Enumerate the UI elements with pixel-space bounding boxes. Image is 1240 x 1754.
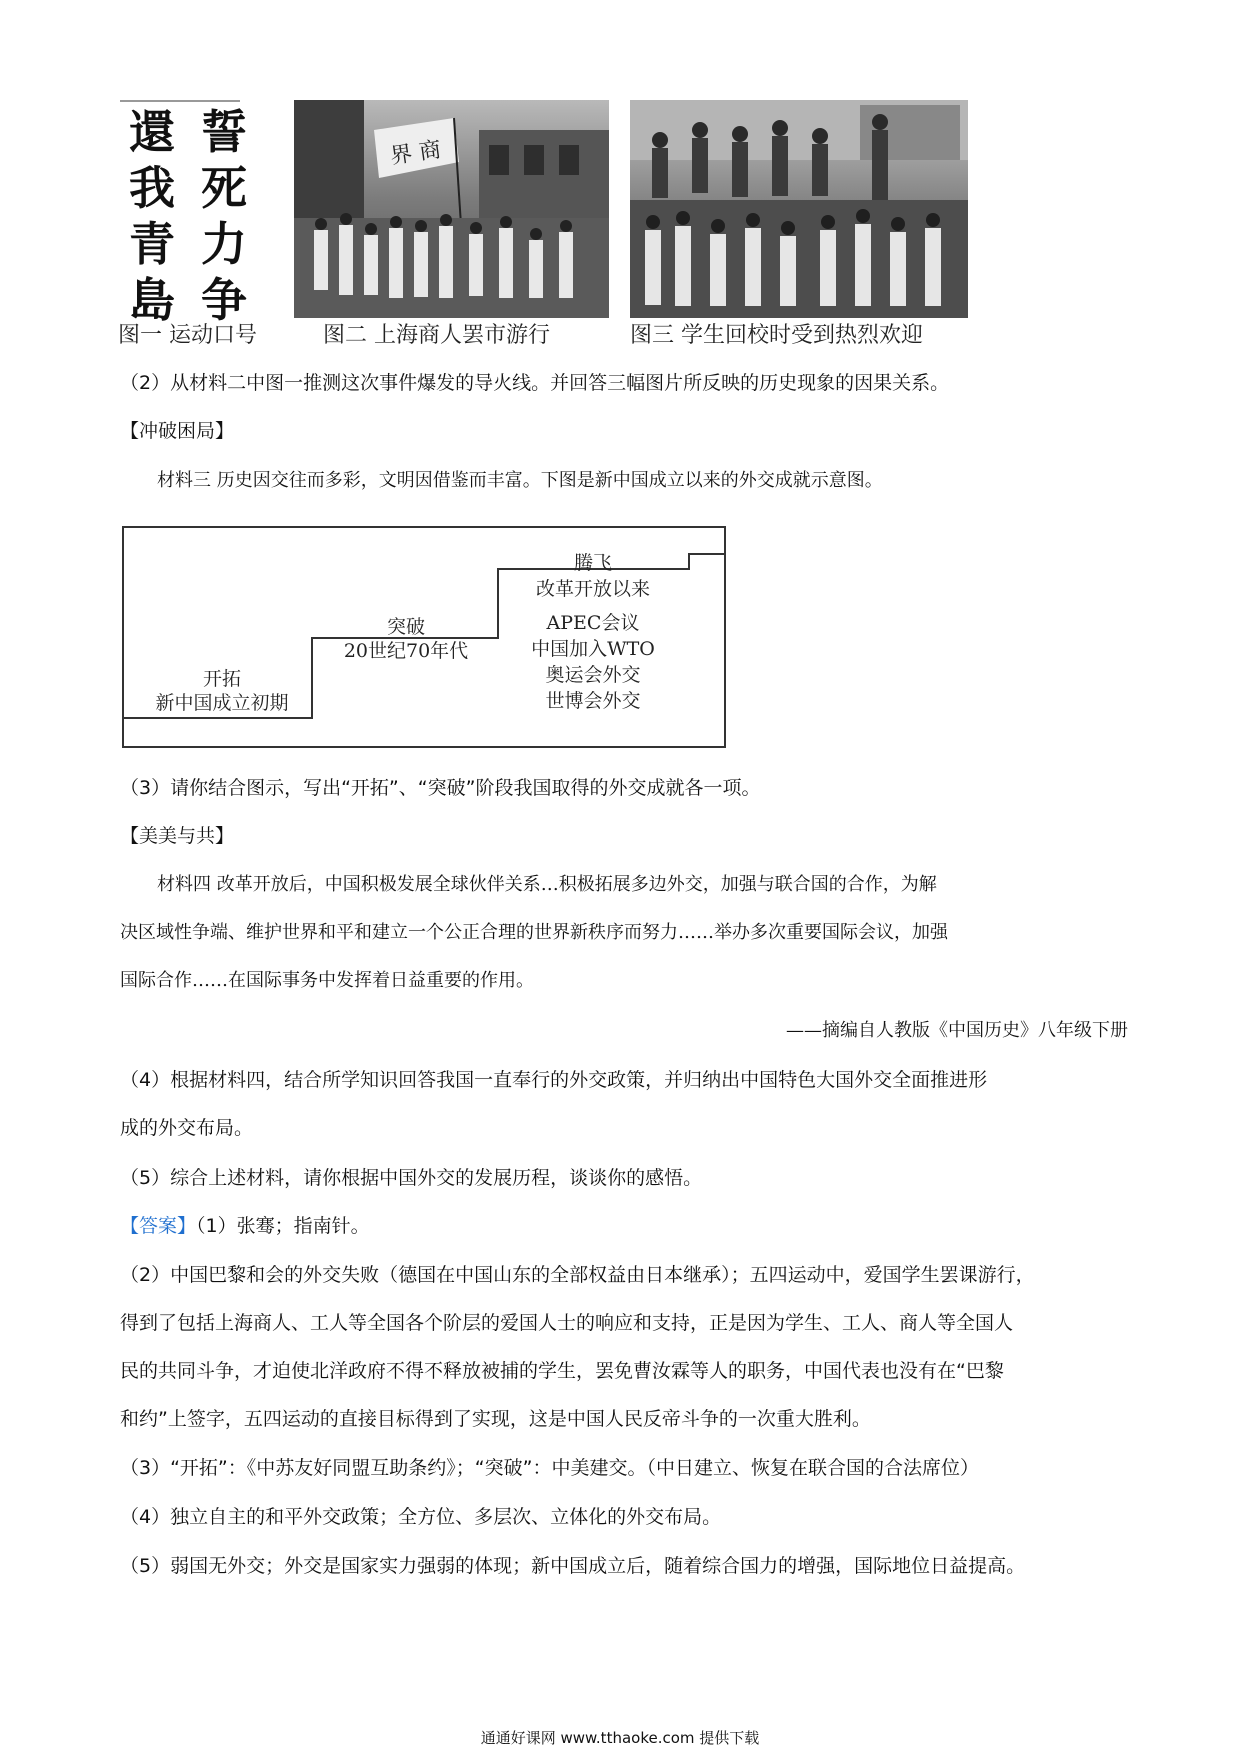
answer-2-line: 民的共同斗争，才迫使北洋政府不得不释放被捕的学生，罢免曹汝霖等人的职务，中国代表也没有在“巴黎 (120, 1360, 1004, 1382)
slogan-char: 我 (129, 161, 175, 215)
figure-2-caption: 图二 上海商人罢市游行 (323, 323, 550, 348)
answer-tag: 【答案】 (120, 1215, 197, 1237)
figure-3-photo (630, 100, 968, 318)
slogan-char: 力 (201, 217, 247, 271)
slogan-char: 青 (129, 217, 175, 271)
figure-3-caption: 图三 学生回校时受到热烈欢迎 (630, 323, 923, 348)
slogan-char: 誓 (201, 105, 247, 159)
answer-5: （5）弱国无外交；外交是国家实力强弱的体现；新中国成立后，随着综合国力的增强，国际地位日益提高。 (120, 1555, 1026, 1577)
slogan-char: 島 (129, 273, 175, 327)
page-footer: 通通好课网 www.tthaoke.com 提供下载 (480, 1729, 760, 1747)
figure-2-photo (294, 100, 609, 318)
question-2: （2）从材料二中图一推测这次事件爆发的导火线。并回答三幅图片所反映的历史现象的因果关系。 (120, 372, 950, 394)
slogan-char: 死 (201, 161, 247, 215)
stage-3-item: 奥运会外交 (545, 664, 641, 686)
slogan-top-rule (120, 100, 240, 102)
stage-1-subtitle: 新中国成立初期 (155, 692, 289, 714)
material-4-line: 国际合作……在国际事务中发挥着日益重要的作用。 (120, 970, 534, 991)
section-heading-harmony: 【美美与共】 (120, 825, 235, 847)
answer-4: （4）独立自主的和平外交政策；全方位、多层次、立体化的外交布局。 (120, 1506, 722, 1528)
stage-2-title: 突破 (386, 616, 425, 638)
stage-3-item: APEC会议 (546, 612, 640, 634)
diplomacy-staircase-diagram (122, 526, 726, 748)
answer-2-line: 得到了包括上海商人、工人等全国各个阶层的爱国人士的响应和支持，正是因为学生、工人、商人等全国人 (120, 1312, 1014, 1334)
answer-1 (120, 1213, 370, 1239)
banner-text: 界 商 (388, 137, 443, 170)
question-4-line: （4）根据材料四，结合所学知识回答我国一直奉行的外交政策，并归纳出中国特色大国外交全面推进形 (120, 1069, 988, 1091)
answer-2-line: 和约”上签字，五四运动的直接目标得到了实现，这是中国人民反帝斗争的一次重大胜利。 (120, 1408, 871, 1430)
answer-1-text: （1）张骞；指南针。 (196, 1215, 370, 1237)
figure-1-slogan (112, 100, 257, 327)
section-heading-breakthrough: 【冲破困局】 (120, 420, 235, 442)
material-4-line: 材料四 改革开放后，中国积极发展全球伙伴关系…积极拓展多边外交，加强与联合国的合作，为解 (157, 874, 937, 895)
question-4-line: 成的外交布局。 (120, 1117, 254, 1139)
answer-3: （3）“开拓”：《中苏友好同盟互助条约》；“突破”：中美建交。（中日建立、恢复在联合国的合法席位） (120, 1457, 979, 1479)
slogan-char: 争 (201, 273, 247, 327)
stage-1-title: 开拓 (202, 668, 241, 690)
slogan-column-left (122, 104, 182, 328)
material-4-line: 决区域性争端、维护世界和平和建立一个公正合理的世界新秩序而努力……举办多次重要国际会议，加强 (120, 922, 948, 943)
question-3: （3）请你结合图示，写出“开拓”、“突破”阶段我国取得的外交成就各一项。 (120, 777, 761, 799)
material-4-source: ——摘编自人教版《中国历史》八年级下册 (786, 1020, 1128, 1041)
stage-3-item: 中国加入WTO (531, 638, 655, 660)
students-return-photo (630, 100, 968, 318)
stage-3-subtitle: 改革开放以来 (535, 578, 650, 600)
stage-3-title: 腾飞 (573, 552, 612, 574)
figure-1-caption: 图一 运动口号 (118, 323, 257, 348)
material-3: 材料三 历史因交往而多彩，文明因借鉴而丰富。下图是新中国成立以来的外交成就示意图。 (157, 470, 883, 491)
question-5: （5）综合上述材料，请你根据中国外交的发展历程，谈谈你的感悟。 (120, 1167, 703, 1189)
stage-2-subtitle: 20世纪70年代 (343, 640, 469, 662)
slogan-char: 還 (129, 105, 175, 159)
slogan-column-right (194, 104, 254, 328)
stage-3-item: 世博会外交 (545, 690, 641, 712)
protest-march-photo (294, 100, 609, 318)
answer-2-line: （2）中国巴黎和会的外交失败（德国在中国山东的全部权益由日本继承）；五四运动中，爱国学生罢课游行， (120, 1264, 1035, 1286)
